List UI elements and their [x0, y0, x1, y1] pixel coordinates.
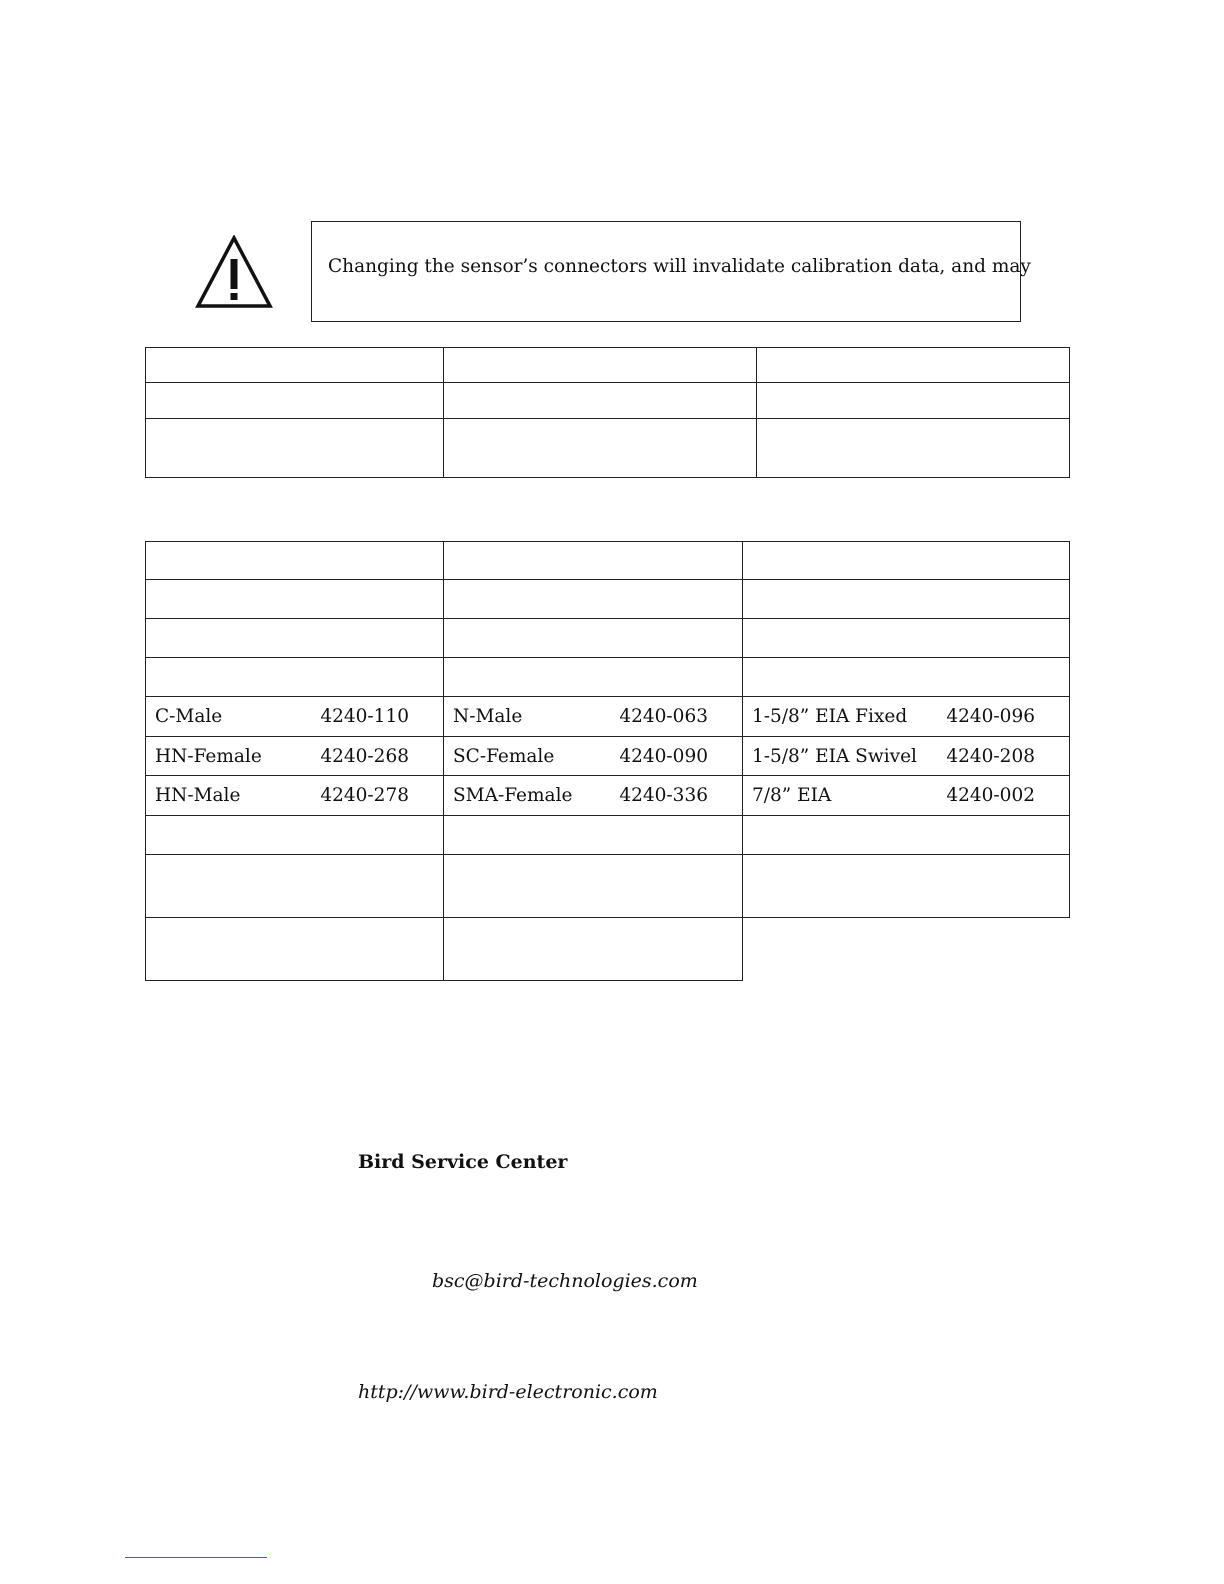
table-cell	[146, 619, 444, 658]
table-cell	[146, 658, 444, 697]
service-center-title: Bird Service Center	[358, 1151, 568, 1173]
connector-cell	[743, 737, 1070, 776]
connector-table	[145, 541, 1070, 981]
table-cell	[444, 658, 743, 697]
table-cell	[444, 580, 743, 619]
connector-name: HN-Female	[155, 745, 262, 767]
table-cell	[146, 542, 444, 580]
connector-cell	[146, 737, 444, 776]
connector-cell	[444, 737, 743, 776]
table-cell	[146, 383, 444, 419]
connector-name: 1-5/8” EIA Swivel	[752, 745, 917, 767]
footnote-divider	[125, 1557, 267, 1558]
table-cell	[743, 855, 1070, 918]
connector-cell	[444, 776, 743, 816]
connector-part-number: 4240-096	[946, 706, 1035, 727]
table-cell	[444, 348, 757, 383]
connector-cell	[146, 776, 444, 816]
table-cell	[146, 419, 444, 478]
connector-name: SMA-Female	[453, 785, 573, 806]
table-cell	[146, 855, 444, 918]
table-cell	[757, 383, 1070, 419]
caution-text: Changing the sensor’s connectors will invalidate calibration data, and may	[328, 256, 1031, 277]
caution-box	[311, 221, 1031, 322]
service-center-email[interactable]: bsc@bird-technologies.com	[432, 1270, 698, 1292]
table-cell	[444, 419, 757, 478]
connector-cell	[743, 697, 1070, 737]
specification-table	[145, 347, 1070, 478]
connector-cell	[146, 697, 444, 737]
connector-part-number: 4240-278	[320, 785, 409, 806]
table-row	[146, 816, 1070, 855]
table-cell	[743, 580, 1070, 619]
connector-part-number: 4240-090	[619, 745, 708, 767]
table-cell	[757, 419, 1070, 478]
connector-row	[146, 776, 1070, 816]
connector-cell	[444, 697, 743, 737]
connector-part-number: 4240-063	[619, 706, 708, 727]
table-cell	[444, 918, 743, 981]
table-row	[146, 580, 1070, 619]
connector-row	[146, 737, 1070, 776]
connector-cell	[743, 776, 1070, 816]
table-cell	[146, 816, 444, 855]
table-cell	[146, 580, 444, 619]
table-cell	[444, 542, 743, 580]
empty-cell	[743, 918, 1070, 981]
table-cell	[743, 816, 1070, 855]
table-cell	[444, 816, 743, 855]
table-cell	[146, 918, 444, 981]
connector-part-number: 4240-336	[619, 785, 708, 806]
service-center-website[interactable]: http://www.bird-electronic.com	[358, 1381, 658, 1403]
table-cell	[743, 619, 1070, 658]
table-row	[146, 383, 1070, 419]
connector-row	[146, 697, 1070, 737]
table-row	[146, 855, 1070, 918]
table-cell	[444, 619, 743, 658]
table-cell	[444, 855, 743, 918]
connector-name: C-Male	[155, 706, 223, 727]
connector-name: N-Male	[453, 706, 523, 727]
connector-name: 1-5/8” EIA Fixed	[752, 706, 908, 727]
table-row	[146, 542, 1070, 580]
table-cell	[743, 658, 1070, 697]
connector-name: HN-Male	[155, 785, 241, 806]
warning-triangle-icon	[195, 235, 273, 309]
table-row	[146, 658, 1070, 697]
connector-part-number: 4240-002	[946, 785, 1035, 806]
table-row	[146, 619, 1070, 658]
table-cell	[757, 348, 1070, 383]
table-cell	[146, 348, 444, 383]
connector-part-number: 4240-268	[320, 745, 409, 767]
table-row	[146, 419, 1070, 478]
table-cell	[743, 542, 1070, 580]
connector-part-number: 4240-110	[320, 706, 409, 727]
connector-name: SC-Female	[453, 745, 555, 767]
connector-part-number: 4240-208	[946, 745, 1035, 767]
table-row	[146, 348, 1070, 383]
table-cell	[444, 383, 757, 419]
table-row	[146, 918, 1070, 981]
connector-name: 7/8” EIA	[752, 785, 832, 806]
